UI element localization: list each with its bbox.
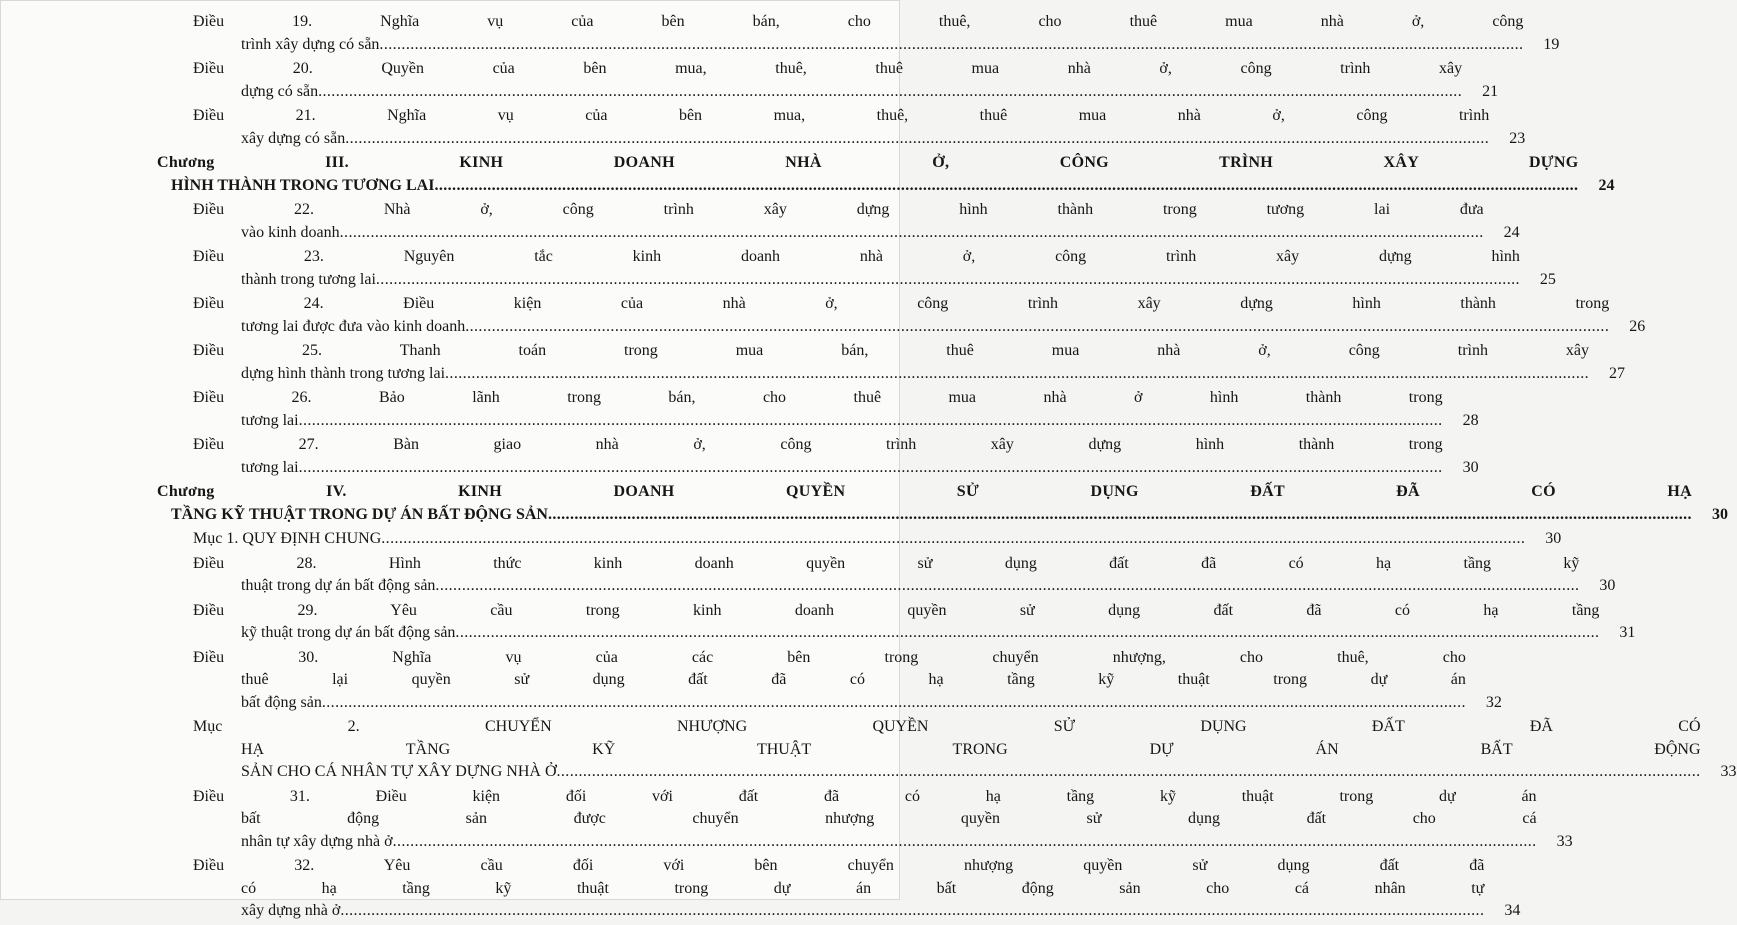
toc-page-number: 34 (1504, 902, 1521, 919)
toc-article-entry (157, 199, 1520, 244)
toc-entry-line: Điều 23. Nguyên tắc kinh doanh nhà ở, công trình xây dựng hình (193, 248, 1520, 265)
dot-leader: .................................................................................................................................................................................................................................................................... (321, 693, 1466, 711)
toc-page-number: 30 (1545, 530, 1562, 547)
toc-entry-line-text: dựng hình thành trong tương lai (241, 364, 446, 382)
dot-leader: .................................................................................................................................................................................................................................................................... (381, 530, 1526, 547)
dot-leader: .................................................................................................................................................................................................................................................................... (339, 223, 1484, 241)
dot-leader: .................................................................................................................................................................................................................................................................... (298, 458, 1443, 476)
toc-entry-line (157, 761, 1701, 784)
dot-leader: .................................................................................................................................................................................................................................................................... (547, 505, 1692, 523)
toc-entry-text (157, 105, 1489, 150)
toc-entry-line-text: dựng có sẵn (241, 82, 319, 100)
toc-entry-line: Điều 28. Hình thức kinh doanh quyền sử dụng đất đã có hạ tầng kỹ (193, 554, 1580, 572)
toc-entry-line: Điều 22. Nhà ở, công trình xây dựng hình thành trong tương lai đưa (193, 201, 1484, 218)
toc-entry-text (157, 647, 1466, 715)
toc-page-number: 23 (1509, 129, 1526, 147)
toc-entry-line (157, 410, 1443, 433)
dot-leader: .................................................................................................................................................................................................................................................................... (445, 364, 1590, 382)
toc-entry-line: Mục 2. CHUYỂN NHƯỢNG QUYỀN SỬ DỤNG ĐẤT ĐÃ CÓ (193, 718, 1701, 735)
toc-page-number: 25 (1539, 270, 1556, 288)
dot-leader: .................................................................................................................................................................................................................................................................... (340, 902, 1485, 919)
dot-leader: .................................................................................................................................................................................................................................................................... (465, 317, 1610, 335)
toc-article-entry (157, 246, 1556, 291)
toc-entry-text (157, 786, 1537, 854)
toc-entry-line-text: thành trong tương lai (241, 270, 376, 288)
toc-entry-line (157, 457, 1443, 480)
toc-article-entry (157, 58, 1499, 103)
toc-entry-text (157, 11, 1523, 56)
toc-article-entry (157, 293, 1646, 338)
toc-entry-line: Điều 20. Quyền của bên mua, thuê, thuê mua nhà ở, công trình xây (193, 60, 1463, 77)
toc-page-number: 27 (1609, 364, 1626, 382)
toc-entry-line (157, 316, 1609, 339)
toc-entry-line-text: tương lai (241, 458, 299, 476)
toc-entry-line: Điều 26. Bảo lãnh trong bán, cho thuê mua nhà ở hình thành trong (193, 389, 1443, 406)
toc-entry-text (157, 293, 1609, 338)
toc-entry-line (157, 900, 1484, 923)
dot-leader: .................................................................................................................................................................................................................................................................... (298, 411, 1443, 429)
toc-article-entry (157, 855, 1521, 923)
toc-entry-text (157, 855, 1484, 923)
toc-page-number: 24 (1598, 176, 1615, 194)
toc-page-number: 30 (1462, 458, 1479, 476)
dot-leader: .................................................................................................................................................................................................................................................................... (392, 832, 1537, 850)
toc-entry-text (157, 199, 1484, 244)
table-of-contents (157, 11, 1737, 925)
toc-entry-line: có hạ tầng kỹ thuật trong dự án bất động sản cho cá nhân tự (241, 879, 1485, 897)
toc-page-number: 24 (1503, 223, 1520, 241)
toc-entry-text (157, 387, 1443, 432)
toc-chapter-entry (157, 481, 1728, 526)
toc-article-entry (157, 600, 1636, 645)
toc-entry-line: Điều 29. Yêu cầu trong kinh doanh quyền sử dụng đất đã có hạ tầng (193, 601, 1600, 619)
toc-entry-line: thuê lại quyền sử dụng đất đã có hạ tầng kỹ thuật trong dự án (241, 671, 1466, 688)
toc-entry-line-text: HÌNH THÀNH TRONG TƯƠNG LAI (171, 176, 435, 194)
toc-entry-line: bất động sản được chuyển nhượng quyền sử dụng đất cho cá (241, 810, 1537, 827)
toc-entry-line (157, 175, 1578, 198)
toc-entry-line: Điều 30. Nghĩa vụ của các bên trong chuyển nhượng, cho thuê, cho (193, 648, 1466, 666)
toc-entry-line-text: xây dựng nhà ở (241, 902, 341, 919)
toc-entry-line-text: Mục 1. QUY ĐỊNH CHUNG (193, 530, 382, 547)
toc-entry-text (157, 434, 1443, 479)
toc-section-entry (157, 716, 1737, 784)
toc-entry-line: HẠ TẦNG KỸ THUẬT TRONG DỰ ÁN BẤT ĐỘNG (241, 740, 1701, 758)
toc-entry-line (157, 81, 1462, 104)
toc-entry-text (157, 340, 1589, 385)
toc-article-entry (157, 647, 1502, 715)
toc-entry-line-text: nhân tự xây dựng nhà ở (241, 832, 393, 850)
toc-entry-text (157, 58, 1462, 103)
toc-article-entry (157, 434, 1479, 479)
toc-article-entry (157, 11, 1560, 56)
toc-entry-line (157, 34, 1523, 57)
toc-entry-text (157, 553, 1579, 598)
toc-article-entry (157, 340, 1626, 385)
toc-section-entry (157, 528, 1562, 551)
toc-page-number: 28 (1462, 411, 1479, 429)
dot-leader: .................................................................................................................................................................................................................................................................... (375, 270, 1520, 288)
toc-page-number: 33 (1720, 763, 1737, 780)
toc-article-entry (157, 786, 1573, 854)
dot-leader: .................................................................................................................................................................................................................................................................... (318, 82, 1463, 100)
toc-article-entry (157, 387, 1479, 432)
toc-page-number: 31 (1619, 624, 1636, 641)
toc-entry-line (157, 692, 1466, 715)
toc-entry-line (157, 363, 1589, 386)
toc-entry-line (157, 528, 1525, 551)
toc-entry-text (157, 600, 1599, 645)
toc-entry-line: Điều 25. Thanh toán trong mua bán, thuê mua nhà ở, công trình xây (193, 342, 1590, 359)
toc-entry-line-text: SẢN CHO CÁ NHÂN TỰ XÂY DỰNG NHÀ Ở (241, 763, 557, 780)
toc-entry-line-text: xây dựng có sẵn (241, 129, 346, 147)
toc-entry-text (157, 528, 1525, 551)
toc-entry-line (157, 622, 1599, 645)
toc-page-number: 19 (1543, 35, 1560, 53)
toc-entry-text (157, 716, 1701, 784)
toc-entry-line: Chương III. KINH DOANH NHÀ Ở, CÔNG TRÌNH XÂY DỰNG (157, 154, 1579, 171)
toc-entry-line-text: thuật trong dự án bất động sản (241, 577, 436, 594)
toc-entry-line-text: trình xây dựng có sẵn (241, 35, 380, 53)
toc-entry-text (157, 481, 1692, 526)
toc-entry-line (157, 128, 1489, 151)
toc-entry-line: Điều 24. Điều kiện của nhà ở, công trình xây dựng hình thành trong (193, 295, 1610, 312)
toc-entry-line (157, 575, 1579, 598)
toc-entry-line (157, 831, 1537, 854)
toc-entry-text (157, 246, 1520, 291)
toc-entry-line: Điều 27. Bàn giao nhà ở, công trình xây dựng hình thành trong (193, 436, 1443, 453)
toc-entry-line (157, 222, 1484, 245)
toc-chapter-entry (157, 152, 1615, 197)
toc-entry-line: Điều 31. Điều kiện đối với đất đã có hạ tầng kỹ thuật trong dự án (193, 787, 1537, 805)
toc-entry-line-text: TẦNG KỸ THUẬT TRONG DỰ ÁN BẤT ĐỘNG SẢN (171, 505, 548, 523)
toc-article-entry (157, 105, 1526, 150)
toc-entry-line: Điều 21. Nghĩa vụ của bên mua, thuê, thuê mua nhà ở, công trình (193, 107, 1490, 124)
dot-leader: .................................................................................................................................................................................................................................................................... (434, 176, 1579, 194)
toc-entry-line: Điều 32. Yêu cầu đối với bên chuyển nhượng quyền sử dụng đất đã (193, 857, 1485, 874)
toc-entry-line: Chương IV. KINH DOANH QUYỀN SỬ DỤNG ĐẤT ĐÃ CÓ HẠ (157, 483, 1692, 500)
dot-leader: .................................................................................................................................................................................................................................................................... (556, 763, 1701, 780)
toc-article-entry (157, 553, 1616, 598)
toc-page-number: 21 (1482, 82, 1499, 100)
toc-page-number: 30 (1711, 505, 1728, 523)
toc-page-number: 30 (1599, 577, 1616, 594)
toc-entry-line-text: kỹ thuật trong dự án bất động sản (241, 624, 456, 641)
toc-entry-text (157, 152, 1578, 197)
toc-entry-line-text: vào kinh doanh (241, 223, 340, 241)
toc-page-number: 33 (1556, 832, 1573, 850)
toc-page-number: 32 (1485, 693, 1502, 711)
toc-entry-line (157, 269, 1520, 292)
toc-entry-line-text: tương lai được đưa vào kinh doanh (241, 317, 466, 335)
toc-page-number: 26 (1629, 317, 1646, 335)
toc-entry-line (157, 504, 1692, 527)
toc-entry-line-text: bất động sản (241, 693, 322, 711)
dot-leader: .................................................................................................................................................................................................................................................................... (345, 129, 1490, 147)
dot-leader: .................................................................................................................................................................................................................................................................... (455, 624, 1600, 641)
dot-leader: .................................................................................................................................................................................................................................................................... (379, 35, 1524, 53)
toc-entry-line-text: tương lai (241, 411, 299, 429)
dot-leader: .................................................................................................................................................................................................................................................................... (435, 577, 1580, 594)
toc-entry-line: Điều 19. Nghĩa vụ của bên bán, cho thuê, cho thuê mua nhà ở, công (193, 13, 1524, 30)
